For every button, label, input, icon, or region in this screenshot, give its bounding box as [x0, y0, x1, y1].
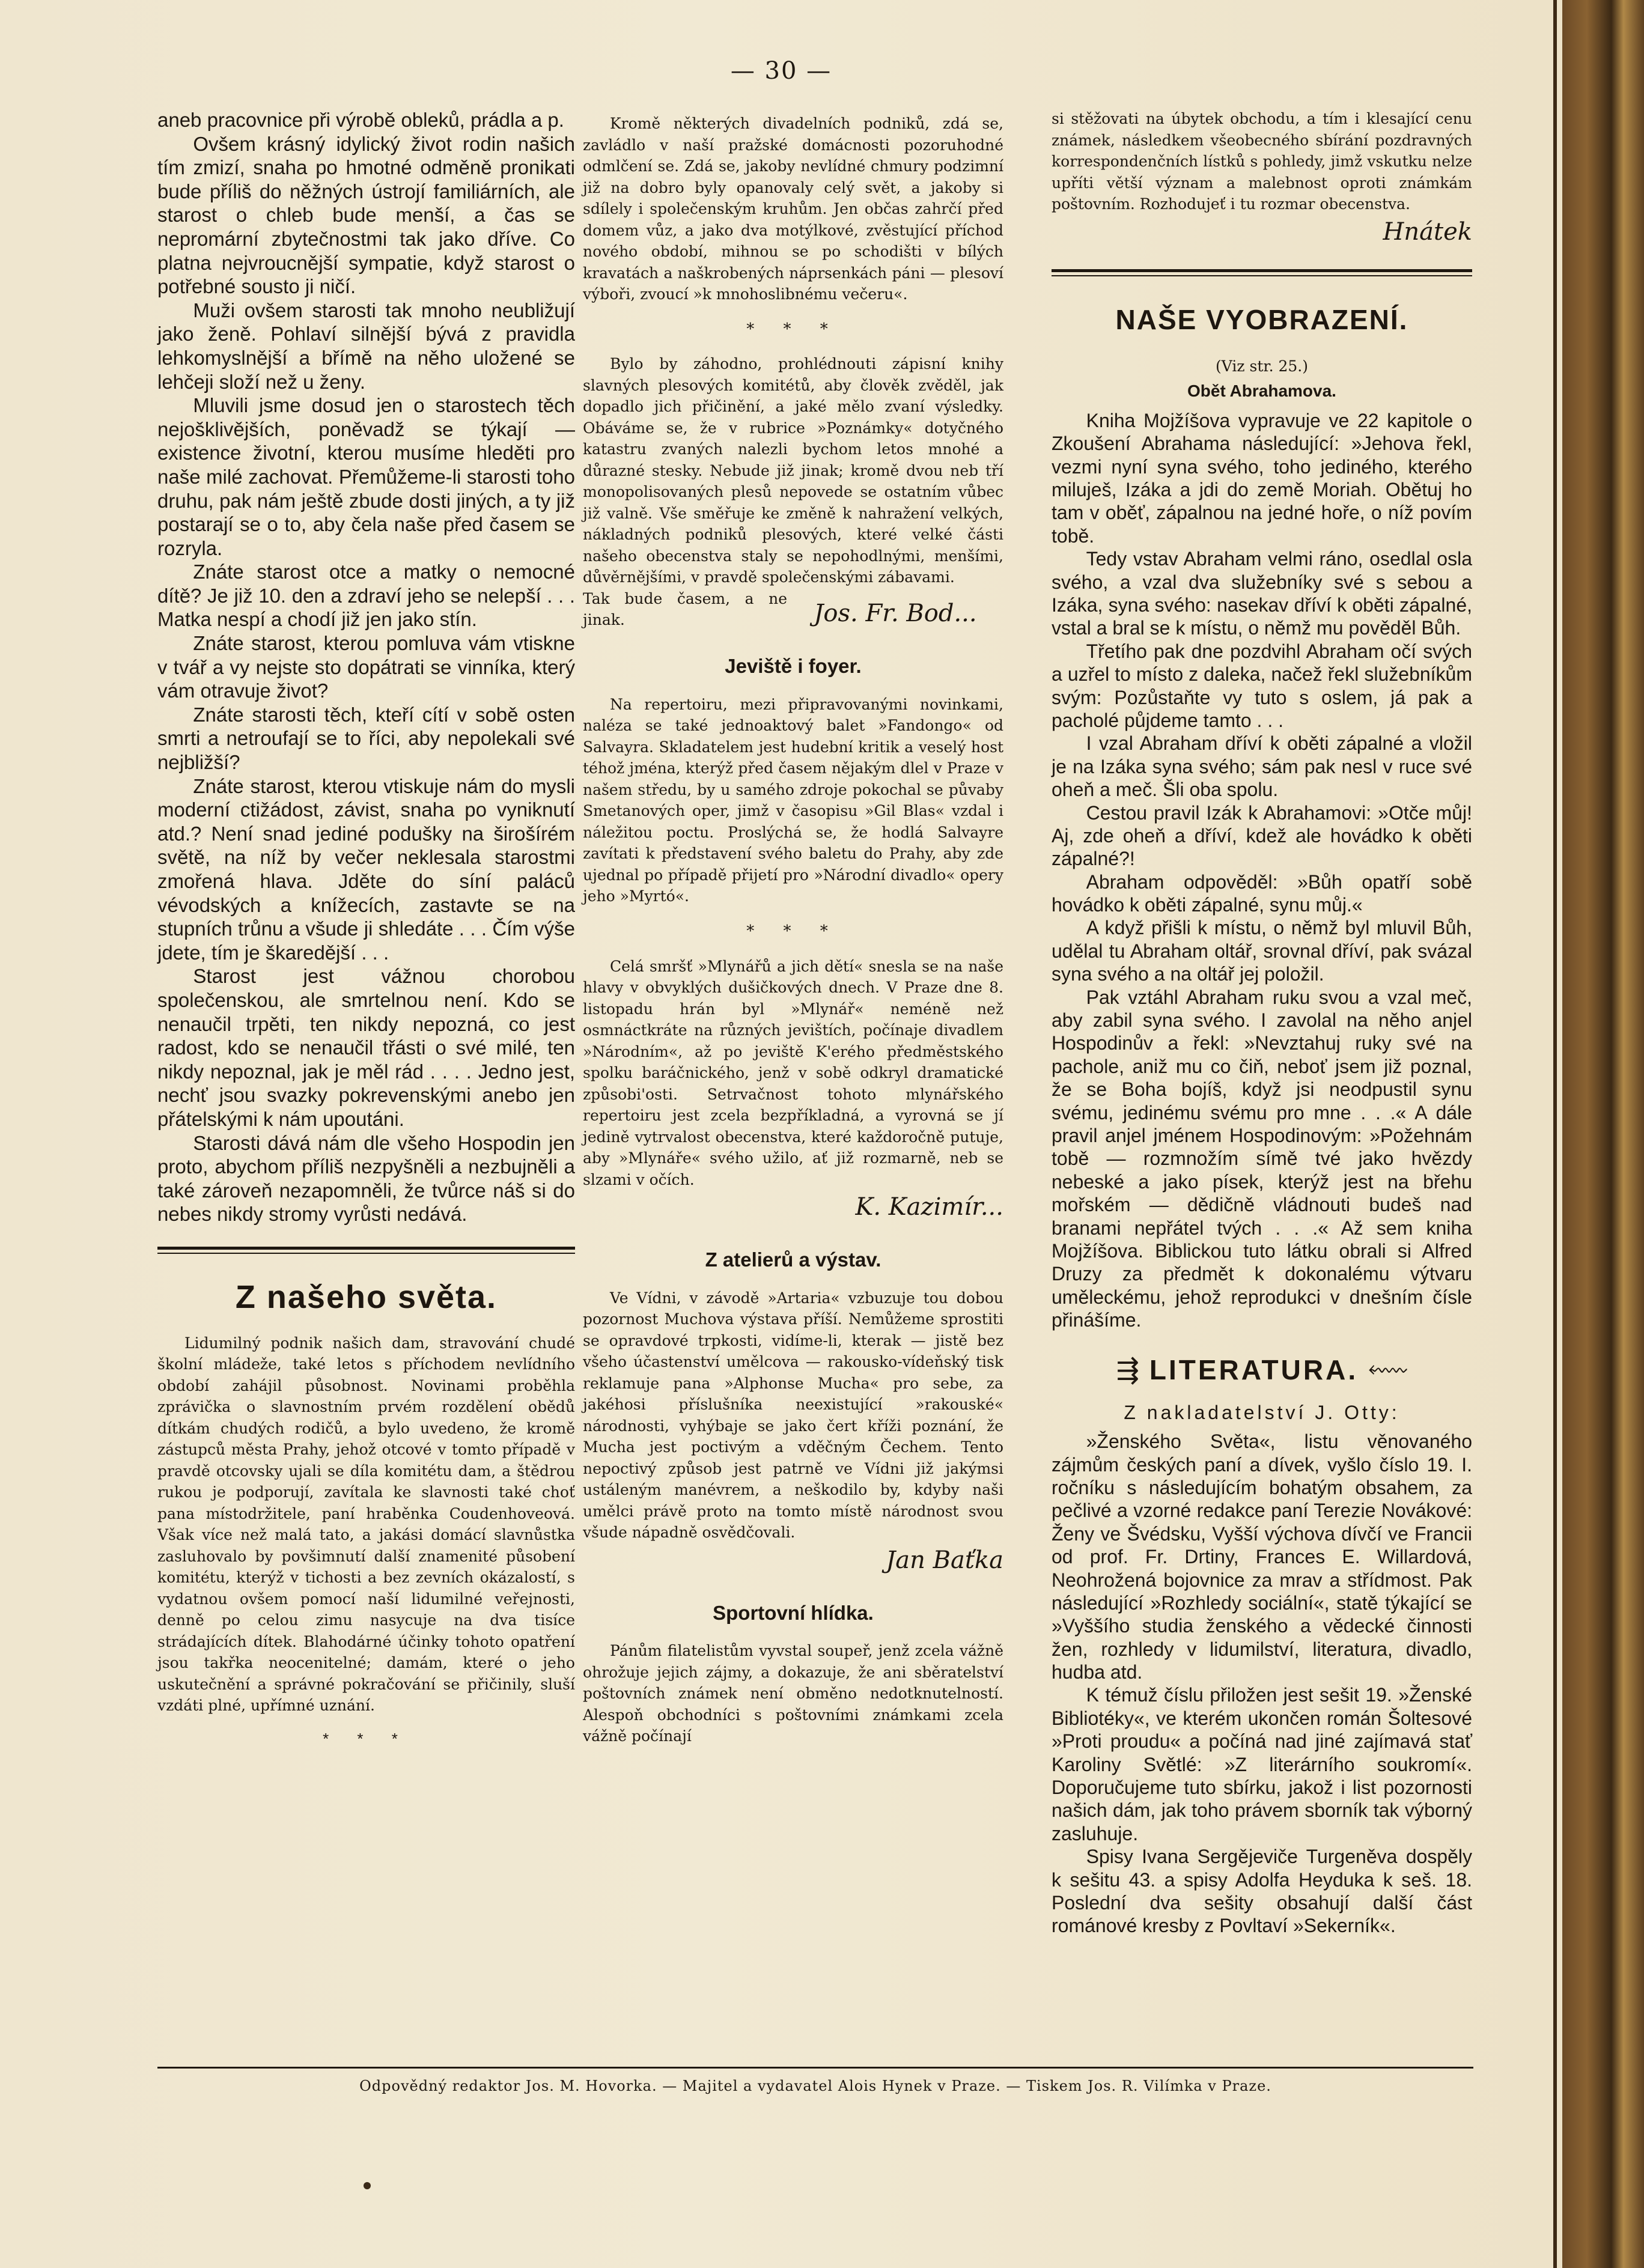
- paragraph: Cestou pravil Izák k Abrahamovi: »Otče můj! Aj, zde oheň a dříví, kdež ale hovádko k oběti zápalné?!: [1052, 801, 1472, 870]
- section-heading-literatura: [1052, 1351, 1472, 1390]
- column-left: [157, 108, 575, 1762]
- section-stars: * * *: [746, 922, 840, 940]
- book-binding: [1562, 0, 1644, 2268]
- footer-rule: [157, 2067, 1473, 2069]
- paragraph: Bylo by záhodno, prohlédnouti zápisní knihy slavných plesových komitétů, aby člověk zvěděl, jak dopadlo jich přičinění, a jaké mělo zvaní výsledky. Obáváme se, že v rubrice »Poznámky« dotyčného katastru zvaných nalezli bychom letos mnohé a důrazné stesky. Nebude již jinak; kromě dvou neb tří monopolisovaných plesů nepovede se ostatním vůbec již valně. Vše směřuje ke změně k nahražení velkých, nákladných podniků plesových, které velké části našeho obecenstva staly se nepohodlnými, menšími, důvěrnějšími, v pravdě společenskými zábavami.: [583, 355, 1003, 586]
- paragraph-end: Tak bude časem, a ne jinak.: [583, 589, 787, 629]
- paragraph: Kniha Mojžíšova vypravuje ve 22 kapitole o Zkoušení Abrahama následující: »Jehova řekl, vezmi nyní syna svého, toho jediného, kterého miluješ, Izáka a jdi do země Moriah. Obětuj ho tam v oběť, zápalnou na jedné hoře, o níž povím tobě.: [1052, 409, 1472, 547]
- paragraph: Znáte starosti těch, kteří cítí v sobě osten smrti a netroufají se to říci, aby nepolekali své nejbližší?: [157, 703, 575, 774]
- paragraph: si stěžovati na úbytek obchodu, a tím i klesající cenu známek, následkem všeobecného sbírání pozdravných korrespondenčních lístků s pohledy, jimž vskutku nelze upříti větší význam a malebnost oproti známkám poštovním. Rozhodujeť i tu rozmar obecenstva.: [1052, 110, 1472, 213]
- paragraph: Znáte starost, kterou vtiskuje nám do mysli moderní ctižádost, závist, snaha po vyniknutí atd.? Není snad jediné podušky na širošírém světě, na níž by večer neklesala starostmi zmořená hlava. Jděte do síní paláců vévodských a knížecích, zastavte se na stupních trůnu a všude ji shledáte . . . Čím výše jdete, tím je škaredější . . .: [157, 774, 575, 964]
- signature: Jos. Fr. Bod...: [814, 600, 977, 628]
- section-divider: [1052, 269, 1472, 276]
- paragraph: Třetího pak dne pozdvihl Abraham očí svých a uzřel to místo z daleka, načež řekl služebníkům svým: Pozůstaňte vy tuto s oslem, já pak a pacholé půjdeme tamto . . .: [1052, 640, 1472, 731]
- signature: K. Kazimír...: [855, 1193, 1003, 1221]
- section-heading-z-naseho-sveta: Z našeho světa.: [235, 1278, 498, 1315]
- paragraph: Mluvili jsme dosud jen o starostech těch nejošklivějších, poněvadž se týkají — existence životní, kterou musíme hleděti pro naše milé zachovat. Přemůžeme-li starosti toho druhu, pak nám ještě zbude dosti jiných, a ty již postarají se o to, aby čela naše před časem se rozryla.: [157, 394, 575, 559]
- page-reference: (Viz str. 25.): [1216, 357, 1308, 375]
- page-number: — 30 —: [730, 57, 832, 85]
- paragraph: K témuž číslu přiložen jest sešit 19. »Ženské Bibliotéky«, ve kterém ukončen román Šoltesové »Proti proudu« a počíná nad jiné zajímavá stať Karoliny Světlé: »Z literárního soukromí«. Doporučujeme tuto sbírku, jakož i list pozornosti našich dám, jak toho právem sborník tak výborný zasluhuje.: [1052, 1684, 1472, 1844]
- signature: Jan Baťka: [886, 1546, 1003, 1574]
- paragraph: Kromě některých divadelních podniků, zdá se, zavládlo v naší pražské domácnosti pozoruhodné odmlčení se. Zdá se, jakoby nevlídné chmury podzimní již na dobro byly opanovaly celý svět, a jakoby si sdílely i společenským kruhům. Jen občas zahrčí před domem vůz, a jako dva motýlkové, zvěstující příchod nového období, mihnou se po schodišti v bílých kravatách a naškrobených náprsenkách páni — plesoví výboři, zvoucí »k mnohoslibnému večeru«.: [583, 115, 1003, 303]
- paragraph: Pak vztáhl Abraham ruku svou a vzal meč, aby zabil syna svého. I zavolal na něho anjel Hospodinův a řekl: »Nevztahuj ruky své na pachole, aniž mu co čiň, neboť jsem již poznal, že se Boha bojíš, když jsi neodpustil synu svému, jedinému svému pro mne . . .« A dále pravil anjel jménem Hospodinovým: »Požehnám tobě — rozmnožím símě tvé jako hvězdy nebeské a jako písek, kterýž jest na břehu mořském — dědičně vládnouti budeš nad branami nepřátel tvých . . .« Až sem kniha Mojžíšova. Biblickou tuto látku obrali si Alfred Druzy za předmět k dokonalému výtvaru uměleckému, jehož reprodukci v dnešním čísle přinášíme.: [1052, 986, 1472, 1331]
- section-heading-vyobrazeni: NAŠE VYOBRAZENÍ.: [1115, 304, 1408, 336]
- column-right: [1052, 108, 1472, 1938]
- publisher-line: Z nakladatelství J. Otty:: [1124, 1401, 1400, 1423]
- column-middle: [583, 113, 1003, 1747]
- paragraph: »Ženského Světa«, listu věnovaného zájmům českých paní a dívek, vyšlo číslo 19. I. ročníku s následujícím bohatým obsahem, za pečlivé a vzorné redakce paní Terezie Novákové: Ženy ve Švédsku, Vyšší výchova dívčí ve Francii od prof. Fr. Drtiny, Frances E. Willardová, Neohrožená bojovnice za mrav a střídmost. Pak následující »Rozhledy sociální«, statě týkající se »Vyššího studia ženského a vědecké činnosti žen, rozhledy v lidumilství, literatura, divadlo, hudba atd.: [1052, 1430, 1472, 1683]
- section-stars: * * *: [323, 1729, 410, 1748]
- paragraph: I vzal Abraham dříví k oběti zápalné a vložil je na Izáka syna svého; sám pak nesl v ruce své oheň a meč. Šli oba spolu.: [1052, 732, 1472, 801]
- binding-edge: [1553, 0, 1557, 2268]
- signature-row: [583, 588, 1003, 631]
- paragraph: Tedy vstav Abraham velmi ráno, osedlal osla svého, a vzal dva služebníky své s sebou a Izáka, syna svého: nasekav dříví k oběti zápalné, vstal a bral se k místu, o němž mu pověděl Bůh.: [1052, 548, 1472, 639]
- paragraph: Znáte starost, kterou pomluva vám vtiskne v tvář a vy nejste sto dopátrati se vinníka, který vám otravuje život?: [157, 632, 575, 702]
- section-stars: * * *: [746, 320, 840, 338]
- literatura-title: LITERATURA.: [1149, 1354, 1359, 1386]
- section-heading-jeviste: Jeviště i foyer.: [725, 654, 862, 677]
- sub-heading-obet: Obět Abrahamova.: [1187, 382, 1336, 401]
- imprint-footer: Odpovědný redaktor Jos. M. Hovorka. — Majitel a vydavatel Alois Hynek v Praze. — Tiskem Jos. R. Vilímka v Praze.: [359, 2078, 1271, 2094]
- paragraph: Muži ovšem starosti tak mnoho neubližují jako ženě. Pohlaví silnější bývá z pravidla lehkomyslnější a břímě na něho uložené se lehčeji složí než u ženy.: [157, 299, 575, 393]
- paragraph: Starosti dává nám dle všeho Hospodin jen proto, abychom příliš nezpyšněli a nezbujněli a také zároveň nezapomněli, že tvůrce náš si do nebes nikdy stromy vyrůsti nedává.: [157, 1131, 575, 1226]
- paragraph: Starost jest vážnou chorobou společenskou, ale smrtelnou není. Kdo se nenaučil trpěti, ten nikdy nepozná, co jest radost, kdo se nenaučil třásti o své milé, ten nikdy nepoznal, jak je měl rád . . . . Jedno jest, nechť jsou svazky pokrevenskými anebo jen přátelskými k nám upoutáni.: [157, 965, 575, 1130]
- paragraph: A když přišli k místu, o němž byl mluvil Bůh, udělal tu Abraham oltář, srovnal dříví, pak svázal syna svého a na oltář jej položil.: [1052, 917, 1472, 985]
- paragraph: Ovšem krásný idylický život rodin našich tím zmizí, snaha po hmotné odměně pronikati bude příliš do něžných ústrojí familiárních, ale starost o chleb bude menší, a čas se nepromární zbytečnostmi tak jako dříve. Co platna nejvroucnější sympatie, když starost o potřebné sousto ji ničí.: [157, 132, 575, 298]
- section-divider: [157, 1247, 575, 1254]
- paragraph: Celá smršť »Mlynářů a jich dětí« snesla se na naše hlavy v obvyklých dušičkových dnech. V Praze dne 8. listopadu hrán byl »Mlynář« neméně než osmnáctkráte na různých jevištích, počínaje divadlem »Národním«, až po jeviště K'erého předměstského spolku baráčnického, jenž v sobě odkryl dramatické způsobi'osti. Setrvačnost tohoto mlynářského repertoiru jest zcela bezpříkladná, a vyrovná se jí jedině vytrvalost obecenstva, které každoročně putuje, aby »Mlynáře« svého užilo, ať již rozmarně, neb se slzami v očích.: [583, 957, 1003, 1188]
- paragraph: aneb pracovnice při výrobě obleků, prádla a p.: [157, 109, 564, 131]
- arrow-right-icon: ⇶: [1116, 1354, 1140, 1386]
- section-paragraph: Lidumilný podnik našich dam, stravování chudé školní mládeže, také letos s příchodem nevlídního období zahájil působnost. Novinami proběhla zprávička o slavnostním prvém rozdělení obědů dítkám chudých rodičů, a bylo uvedeno, že kromě zástupců města Prahy, jehož otcové v tomto případě v pravdě otcovsky ujali se díla komitétu dam, a štědrou rukou je podporují, zavítala ke slavnosti také choť pana místodržitele, paní hraběnka Coudenhoveová. Však více než malá tato, a jakási domácí slavnůstka zasluhovalo by povšimnutí další znamenité působení komitétu, kterýž v tichosti a bez zevních okázalostí, s vydatnou ovšem pomocí naší lidumilné veřejnosti, denně po celou zimu nasycuje na dva tisíce strádajících dítek. Blahodárné účinky tohoto opatření jsou takřka neocenitelné; damám, které o jeho uskutečnění a správné pokračování se přičinily, sluší vzdáti plné, upřímné uznání.: [157, 1334, 575, 1715]
- ink-spot: [364, 2182, 371, 2189]
- signature: Hnátek: [1383, 217, 1472, 246]
- paragraph: Abraham odpověděl: »Bůh opatří sobě hovádko k oběti zápalné, synu můj.«: [1052, 871, 1472, 916]
- paragraph: Pánům filatelistům vyvstal soupeř, jenž zcela vážně ohrožuje jejich zájmy, a dokazuje, že ani sběratelství poštovních známek není obměno nedotknutelností. Alespoň obchodníci s poštovními známkami zcela vážně počínají: [583, 1642, 1003, 1745]
- section-heading-sport: Sportovní hlídka.: [713, 1601, 874, 1624]
- arrow-left-icon: ⬳: [1368, 1354, 1408, 1386]
- paragraph: Ve Vídni, v závodě »Artaria« vzbuzuje tou dobou pozornost Muchova výstava příší. Nemůžeme sprostiti se opravdové trpkosti, vidíme-li, kterak — jistě bez všeho účastenství umělcova — rakousko-vídeňský tisk reklamuje pana »Alphonse Mucha« pro sebe, za jakéhosi příslušníka neexistující »rakouské« národnosti, vyhýbaje se jako čert kříži poznání, že Mucha jest poctivým a vděčným Čechem. Tento nepoctivý způsob jest patrně ve Vídni již jakýmsi ustáleným manévrem, a neškodilo by, kdyby naši umělci právě proto na tomto místě národnost svou všude nápadně osvědčovali.: [583, 1289, 1003, 1542]
- section-heading-ateliery: Z atelierů a výstav.: [705, 1248, 881, 1271]
- paragraph: Znáte starost otce a matky o nemocné dítě? Je již 10. den a zdraví jeho se nelepší . . . Matka nespí a chodí již jen jako stín.: [157, 561, 575, 631]
- paragraph: Na repertoiru, mezi připravovanými novinkami, naléza se také jednoaktový balet »Fandongo« od Salvayra. Skladatelem jest hudební kritik a veselý host téhož jména, kterýž před časem nějakým dlel v Praze v našem středu, by u samého zdroje pokochal se půvaby Smetanových oper, jimž v časopisu »Gil Blas« vzdal i náležitou poctu. Proslýchá se, že hodlá Salvayre zavítati k představení svého baletu do Prahy, aby zde ujednal po případě přijetí pro »Národní divadlo« opery jeho »Myrtó«.: [583, 695, 1003, 905]
- paragraph: Spisy Ivana Sergějeviče Turgeněva dospěly k sešitu 43. a spisy Adolfa Heyduka k seš. 18. Poslední dva sešity obsahují další část románové kresby z Povltaví »Sekerník«.: [1052, 1846, 1472, 1937]
